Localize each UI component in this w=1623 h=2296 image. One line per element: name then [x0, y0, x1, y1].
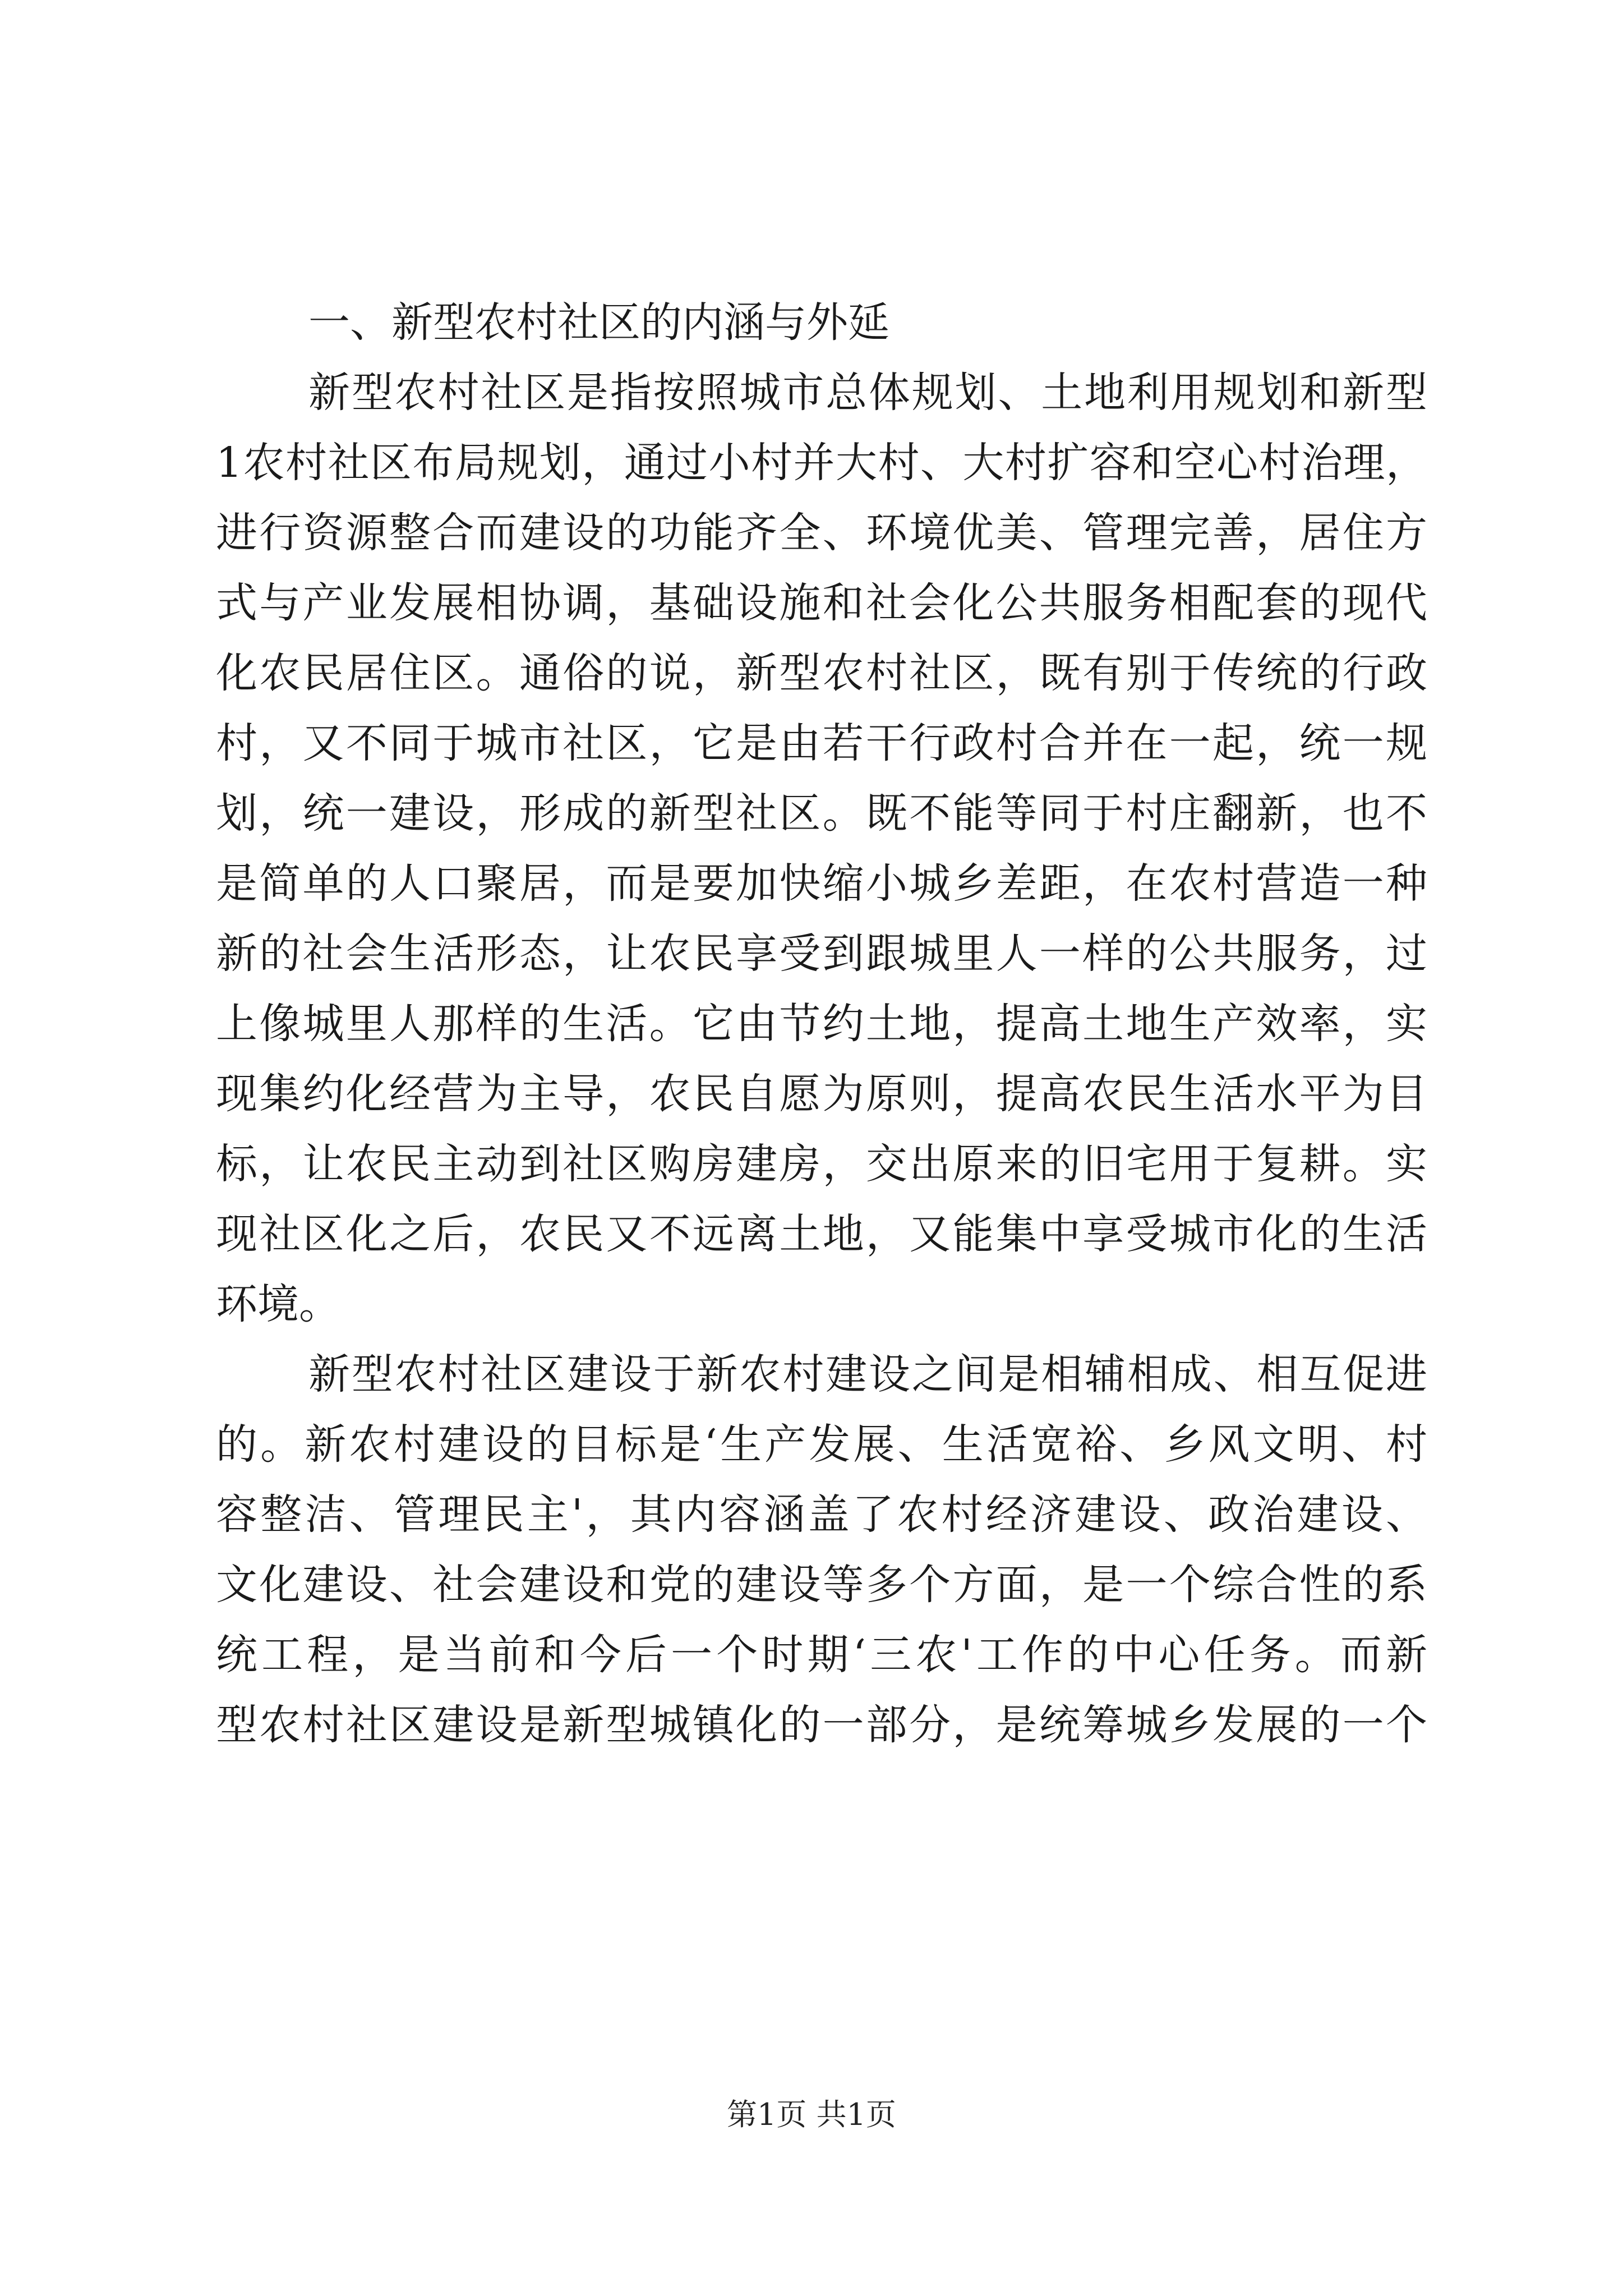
paragraph-line: 现集约化经营为主导，农民自愿为原则，提高农民生活水平为目 [216, 1070, 1427, 1118]
paragraph-line: 容整洁、管理民主'，其内容涵盖了农村经济建设、政治建设、 [216, 1490, 1427, 1539]
paragraph-line: 上像城里人那样的生活。它由节约土地，提高土地生产效率，实 [216, 1000, 1427, 1048]
paragraph-line: 的。新农村建设的目标是‘生产发展、生活宽裕、乡风文明、村 [216, 1420, 1427, 1469]
paragraph-line: 文化建设、社会建设和党的建设等多个方面，是一个综合性的系 [216, 1561, 1427, 1609]
paragraph-line: 划，统一建设，形成的新型社区。既不能等同于村庄翻新，也不 [216, 789, 1427, 838]
paragraph-line: 统工程，是当前和今后一个时期‘三农'工作的中心任务。而新 [216, 1631, 1427, 1679]
paragraph-line: 是简单的人口聚居，而是要加快缩小城乡差距，在农村营造一种 [216, 859, 1427, 908]
paragraph-line: 进行资源整合而建设的功能齐全、环境优美、管理完善，居住方 [216, 509, 1427, 557]
paragraph-line: 1农村社区布局规划，通过小村并大村、大村扩容和空心村治理， [216, 439, 1427, 487]
paragraph-line: 新型农村社区是指按照城市总体规划、土地利用规划和新型 [308, 369, 1427, 417]
paragraph-line: 新型农村社区建设于新农村建设之间是相辅相成、相互促进 [308, 1350, 1427, 1398]
paragraph-line: 标，让农民主动到社区购房建房，交出原来的旧宅用于复耕。实 [216, 1140, 1427, 1188]
section-heading: 一、新型农村社区的内涵与外延 [308, 298, 889, 347]
page-footer: 第1页 共1页 [727, 2097, 896, 2132]
paragraph-line: 型农村社区建设是新型城镇化的一部分，是统筹城乡发展的一个 [216, 1701, 1427, 1749]
paragraph-line: 村，又不同于城市社区，它是由若干行政村合并在一起，统一规 [216, 719, 1427, 767]
paragraph-line: 化农民居住区。通俗的说，新型农村社区，既有别于传统的行政 [216, 649, 1427, 697]
paragraph-line: 环境。 [216, 1280, 340, 1328]
paragraph-line: 式与产业发展相协调，基础设施和社会化公共服务相配套的现代 [216, 579, 1427, 627]
paragraph-line: 现社区化之后，农民又不远离土地，又能集中享受城市化的生活 [216, 1210, 1427, 1258]
paragraph-line: 新的社会生活形态，让农民享受到跟城里人一样的公共服务，过 [216, 930, 1427, 978]
